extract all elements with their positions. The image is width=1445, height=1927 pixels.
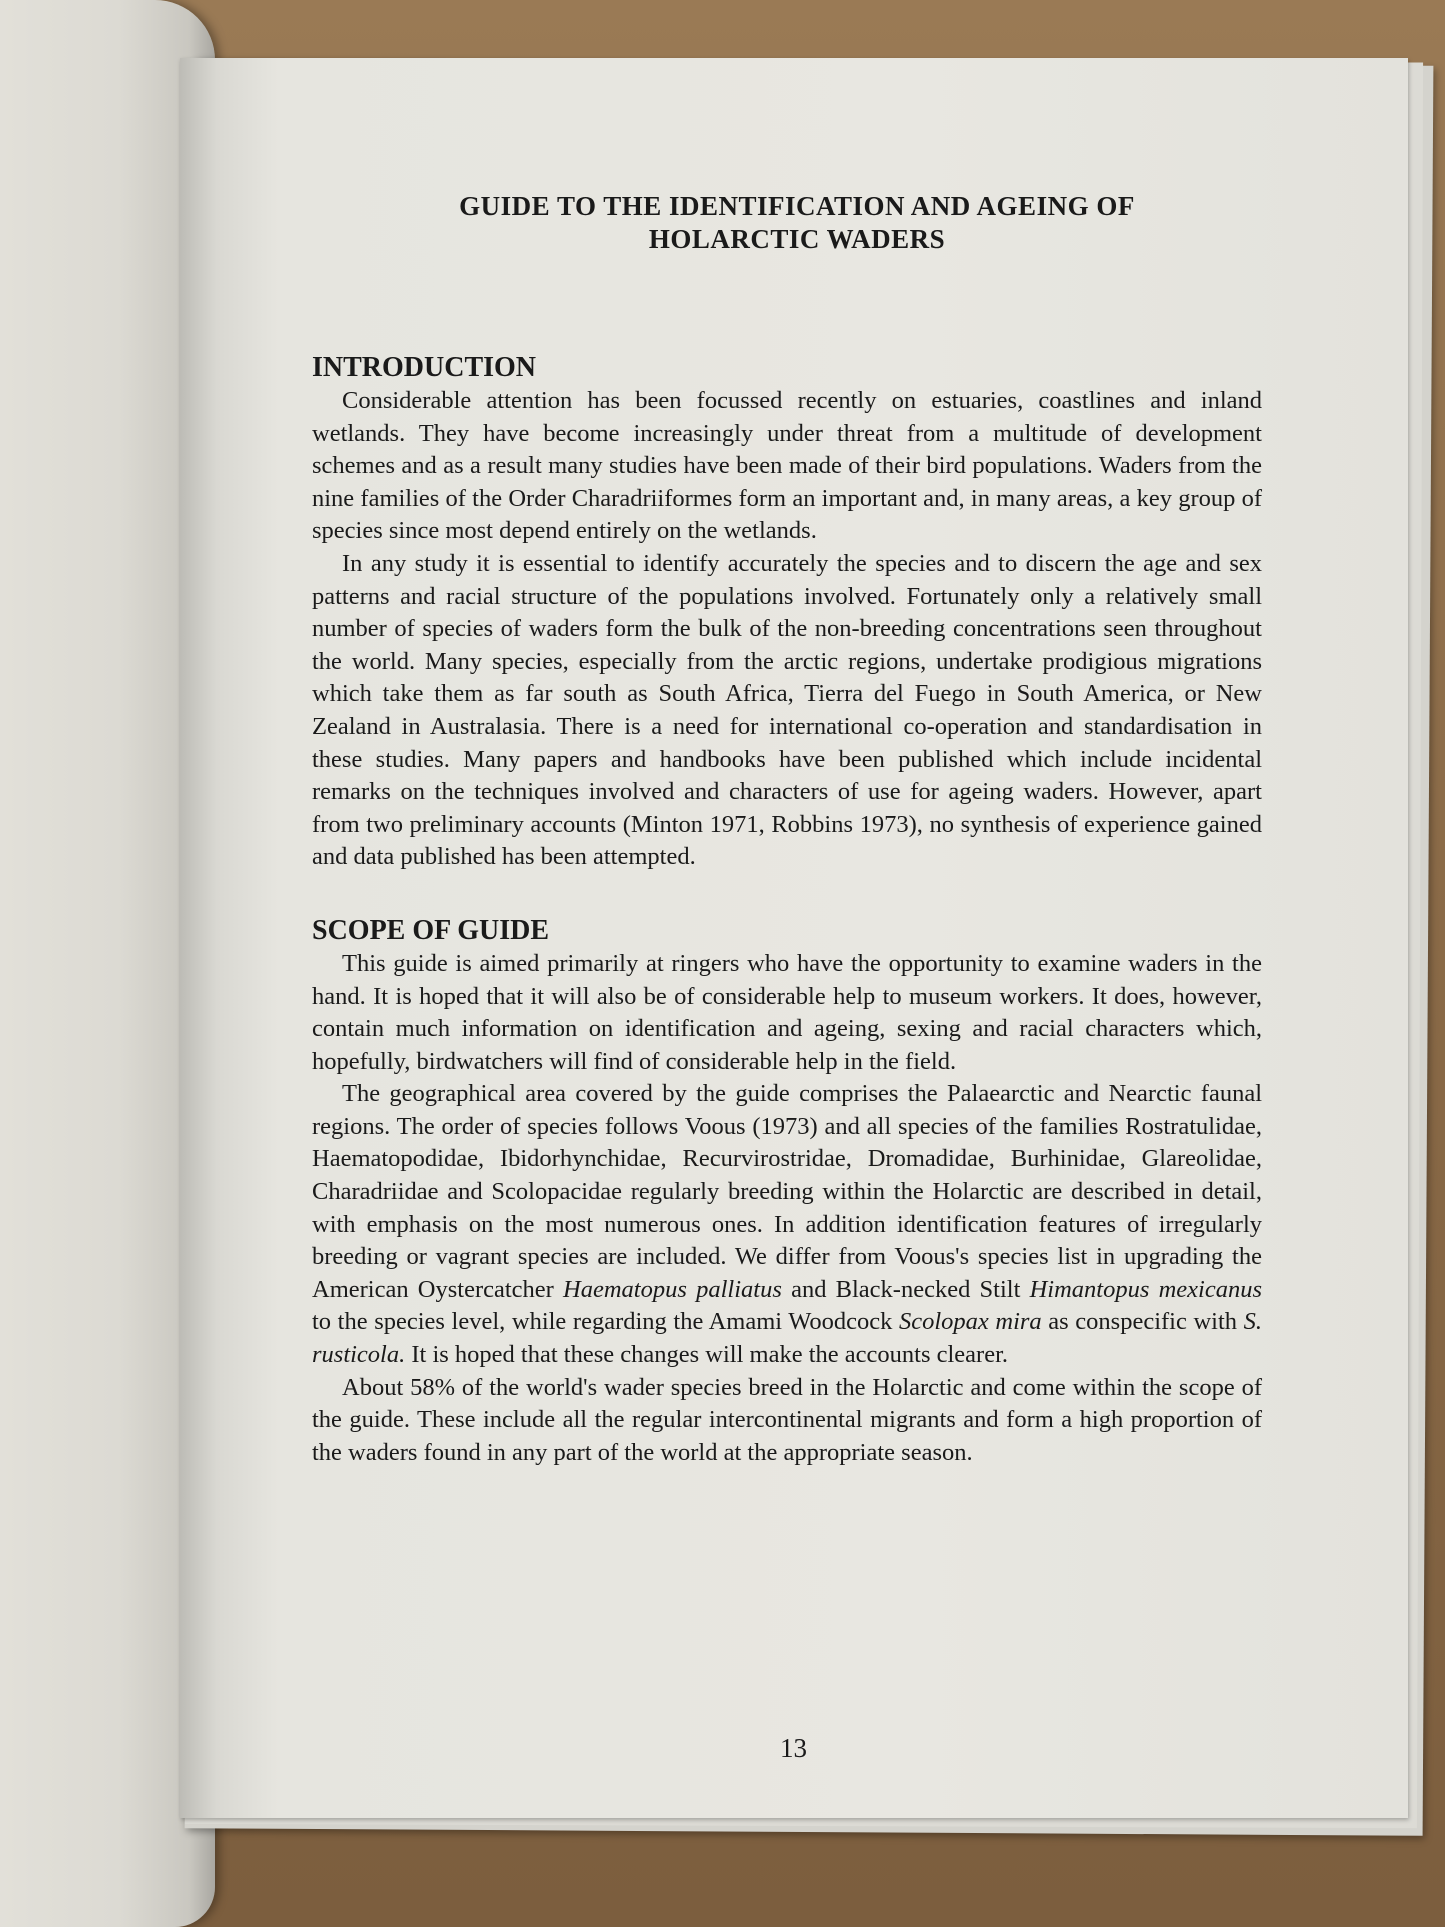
scope-p2-text-4: as conspecific with [1041, 1308, 1244, 1336]
scope-p2-text-3: to the species level, while regarding the Amami Woodcock [312, 1308, 899, 1336]
species-name-himantopus: Himantopus mexicanus [1029, 1275, 1262, 1303]
page-title [392, 190, 1202, 256]
species-name-rusticola: S. rusticola. [312, 1308, 1262, 1369]
species-name-haematopus: Haematopus palliatus [563, 1275, 782, 1303]
scope-p2-text-2: and Black-necked Stilt [781, 1275, 1030, 1303]
species-name-scolopax: Scolopax mira [898, 1308, 1042, 1336]
scope-paragraph-1: This guide is aimed primarily at ringers who have the opportunity to examine waders in the hand. It is hoped that it will also be of considerable help to museum workers. It does, however, contain much information on identification and ageing, sexing and racial characters which, hopefully, birdwatchers will find of considerable help in the field. [312, 949, 1262, 1075]
scope-p2-text-5: It is hoped that these changes will make the accounts clearer. [405, 1341, 1009, 1369]
scope-paragraph-2 [312, 1078, 1262, 1371]
page-content [312, 190, 1262, 1469]
scope-p2-text-1: The geographical area covered by the guide comprises the Palaearctic and Nearctic faunal regions. The order of species follows Voous (1973) and all species of the families Rostratulidae, Haematopodidae, Ibidorhynchidae, Recurvirostridae, Dromadidae, Burhinidae, Glareolidae, Charadriidae and Scolopacidae regularly breeding within the Holarctic are described in detail, with emphasis on the most numerous ones. In addition identification features of irregularly breeding or vagrant species are included. We differ from Voous's species list in upgrading the American Oystercatcher [312, 1080, 1262, 1303]
introduction-heading: INTRODUCTION [312, 352, 537, 383]
title-line-2: HOLARCTIC WADERS [648, 224, 946, 254]
introduction-paragraph-1: Considerable attention has been focussed recently on estuaries, coastlines and inland wetlands. They have become increasingly under threat from a multitude of development schemes and as a result many studies have been made of their bird populations. Waders from the nine families of the Order Charadriiformes form an important and, in many areas, a key group of species since most depend entirely on the wetlands. [312, 387, 1262, 545]
title-line-1: GUIDE TO THE IDENTIFICATION AND AGEING OF [459, 191, 1135, 221]
scope-heading: SCOPE OF GUIDE [312, 914, 549, 946]
scope-paragraph-3: About 58% of the world's wader species breed in the Holarctic and come within the scope of the guide. These include all the regular intercontinental migrants and form a high proportion of the waders found in any part of the world at the appropriate season. [312, 1373, 1262, 1466]
page-number: 13 [780, 1733, 807, 1763]
introduction-paragraph-2: In any study it is essential to identify accurately the species and to discern the age and sex patterns and racial structure of the populations involved. Fortunately only a relatively small number of species of waders form the bulk of the non-breeding concentrations seen throughout the world. Many species, especially from the arctic regions, undertake prodigious migrations which take them as far south as South Africa, Tierra del Fuego in South America, or New Zealand in Australasia. There is a need for international co-operation and standardisation in these studies. Many papers and handbooks have been published which include incidental remarks on the techniques involved and characters of use for ageing waders. However, apart from two preliminary accounts (Minton 1971, Robbins 1973), no synthesis of experience gained and data published has been attempted. [312, 549, 1262, 871]
